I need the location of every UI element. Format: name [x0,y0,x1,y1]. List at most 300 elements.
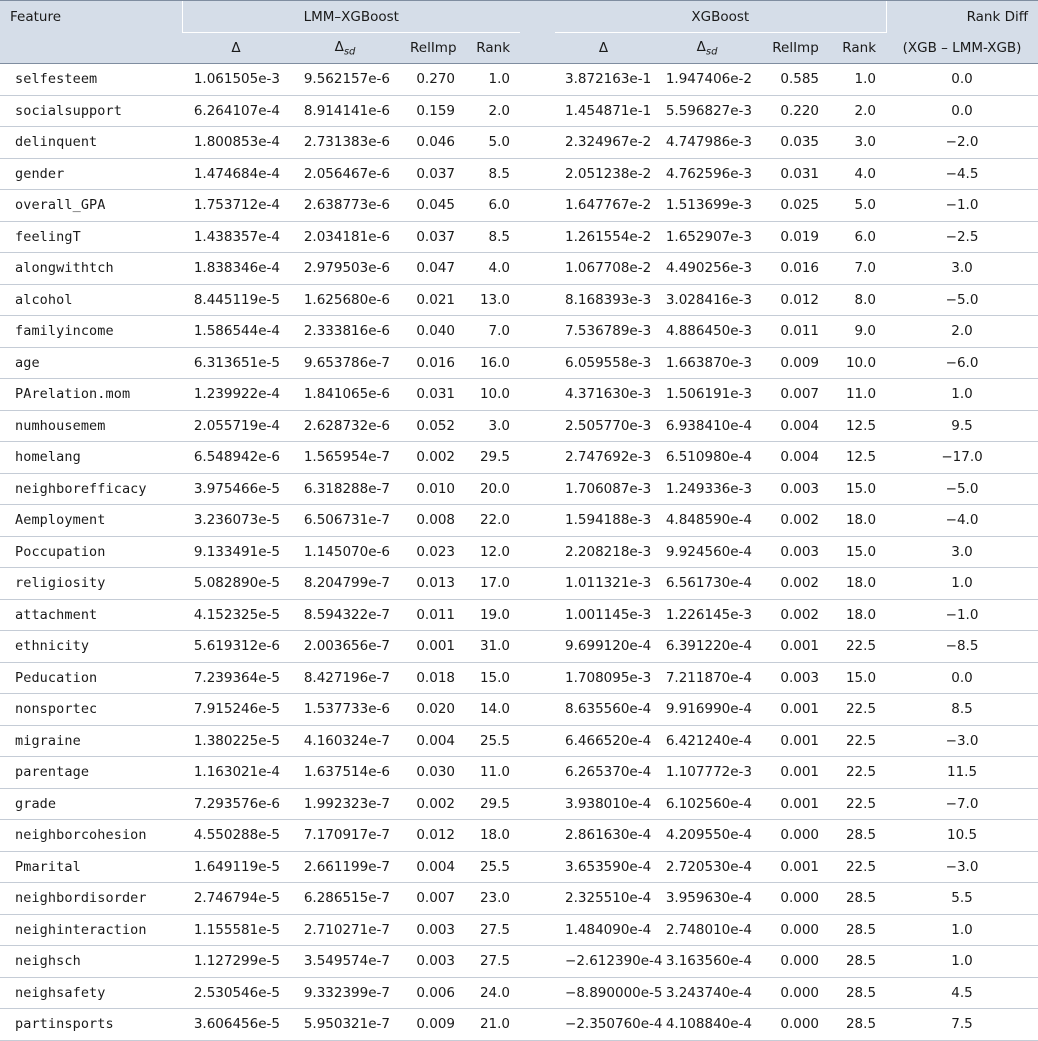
spacer-cell [520,694,555,726]
lmm-delta-sd-cell: 1.145070e-6 [290,536,400,568]
lmm-rank-cell: 29.5 [465,442,520,474]
feature-cell: feelingT [0,221,182,253]
xgb-delta-sd-cell: 6.102560e-4 [652,788,762,820]
lmm-relimp-cell: 0.001 [400,631,465,663]
xgb-rank-cell: 1.0 [829,64,886,96]
lmm-delta-cell: 1.800853e-4 [182,127,290,159]
spacer-cell [520,977,555,1009]
xgb-rank-cell: 22.5 [829,725,886,757]
xgb-delta-sd-cell: 4.762596e-3 [652,158,762,190]
xgb-delta-cell: 3.938010e-4 [555,788,652,820]
xgb-delta-cell: 2.324967e-2 [555,127,652,159]
rank-diff-cell: −3.0 [886,851,1038,883]
xgb-relimp-cell: 0.011 [762,316,829,348]
xgb-rank-cell: 4.0 [829,158,886,190]
feature-cell: neighbordisorder [0,883,182,915]
spacer-cell [520,442,555,474]
xgb-rank-cell: 10.0 [829,347,886,379]
lmm-delta-sd-cell: 8.204799e-7 [290,568,400,600]
lmm-relimp-cell: 0.004 [400,851,465,883]
feature-cell: alcohol [0,284,182,316]
feature-cell: neighsch [0,946,182,978]
xgb-rank-cell: 18.0 [829,505,886,537]
xgb-relimp-cell: 0.220 [762,95,829,127]
xgb-delta-sd-cell: 4.209550e-4 [652,820,762,852]
rank-diff-cell: −4.0 [886,505,1038,537]
lmm-rank-cell: 22.0 [465,505,520,537]
lmm-relimp-cell: 0.002 [400,442,465,474]
feature-cell: overall_GPA [0,190,182,222]
lmm-rank-cell: 7.0 [465,316,520,348]
lmm-delta-cell: 7.239364e-5 [182,662,290,694]
lmm-relimp-cell: 0.012 [400,820,465,852]
spacer-cell [520,631,555,663]
spacer-cell [520,788,555,820]
xgb-rank-cell: 6.0 [829,221,886,253]
feature-cell: neighsafety [0,977,182,1009]
feature-cell: PArelation.mom [0,379,182,411]
xgb-delta-sd-cell: 6.391220e-4 [652,631,762,663]
xgb-delta-sd-cell: 6.421240e-4 [652,725,762,757]
lmm-delta-cell: 1.438357e-4 [182,221,290,253]
xgb-relimp-cell: 0.035 [762,127,829,159]
rank-diff-cell: 1.0 [886,568,1038,600]
xgb-delta-cell: 2.208218e-3 [555,536,652,568]
lmm-rank-cell: 29.5 [465,788,520,820]
xgb-rank-cell: 28.5 [829,820,886,852]
xgb-delta-cell: 6.059558e-3 [555,347,652,379]
feature-cell: grade [0,788,182,820]
spacer-cell [520,190,555,222]
feature-cell: partinsports [0,1009,182,1041]
lmm-delta-sd-cell: 2.003656e-7 [290,631,400,663]
xgb-relimp-cell: 0.012 [762,284,829,316]
xgb-delta-cell: 2.747692e-3 [555,442,652,474]
lmm-rank-cell: 15.0 [465,662,520,694]
lmm-relimp-cell: 0.018 [400,662,465,694]
spacer-cell [520,158,555,190]
xgb-delta-cell: 2.861630e-4 [555,820,652,852]
spacer-cell [520,505,555,537]
table-row [0,64,1038,96]
lmm-relimp-cell: 0.002 [400,788,465,820]
rank-diff-cell: 4.5 [886,977,1038,1009]
lmm-delta-sd-cell: 8.427196e-7 [290,662,400,694]
lmm-relimp-cell: 0.270 [400,64,465,96]
xgb-delta-sd-cell: 7.211870e-4 [652,662,762,694]
table-header [0,1,1038,64]
xgb-delta-cell: 1.261554e-2 [555,221,652,253]
rank-diff-cell: 0.0 [886,95,1038,127]
xgb-relimp-cell: 0.003 [762,662,829,694]
lmm-delta-sd-cell: 1.992323e-7 [290,788,400,820]
rank-diff-cell: 0.0 [886,662,1038,694]
feature-cell: religiosity [0,568,182,600]
lmm-delta-cell: 6.548942e-6 [182,442,290,474]
spacer-cell [520,725,555,757]
xgb-relimp-cell: 0.001 [762,725,829,757]
xgb-relimp-cell: 0.000 [762,820,829,852]
lmm-relimp-cell: 0.046 [400,127,465,159]
lmm-delta-cell: 7.293576e-6 [182,788,290,820]
table-row [0,631,1038,663]
xgb-rank-cell: 7.0 [829,253,886,285]
rank-diff-cell: −7.0 [886,788,1038,820]
lmm-rank-cell: 31.0 [465,631,520,663]
xgb-rank-cell: 28.5 [829,946,886,978]
lmm-relimp-cell: 0.052 [400,410,465,442]
lmm-delta-cell: 1.586544e-4 [182,316,290,348]
header-lmm-relimp: RelImp [400,33,465,64]
lmm-delta-sd-cell: 9.562157e-6 [290,64,400,96]
lmm-relimp-cell: 0.021 [400,284,465,316]
lmm-rank-cell: 27.5 [465,914,520,946]
xgb-delta-sd-cell: 1.226145e-3 [652,599,762,631]
lmm-delta-sd-cell: 8.914141e-6 [290,95,400,127]
lmm-relimp-cell: 0.006 [400,977,465,1009]
table-row [0,977,1038,1009]
xgb-relimp-cell: 0.009 [762,347,829,379]
xgb-delta-sd-cell: 6.938410e-4 [652,410,762,442]
rank-diff-cell: 11.5 [886,757,1038,789]
xgb-delta-sd-cell: 4.886450e-3 [652,316,762,348]
header-lmm-delta: Δ [182,33,290,64]
table-row [0,883,1038,915]
lmm-relimp-cell: 0.159 [400,95,465,127]
lmm-delta-cell: 6.313651e-5 [182,347,290,379]
table-row [0,410,1038,442]
xgb-delta-cell: 1.647767e-2 [555,190,652,222]
lmm-rank-cell: 16.0 [465,347,520,379]
lmm-delta-sd-cell: 1.625680e-6 [290,284,400,316]
xgb-delta-sd-cell: 1.652907e-3 [652,221,762,253]
spacer-cell [520,221,555,253]
xgb-delta-sd-cell: 6.510980e-4 [652,442,762,474]
table-row [0,662,1038,694]
rank-diff-cell: −5.0 [886,284,1038,316]
xgb-delta-cell: 3.653590e-4 [555,851,652,883]
xgb-delta-sd-cell: 1.513699e-3 [652,190,762,222]
lmm-delta-sd-cell: 9.653786e-7 [290,347,400,379]
xgb-delta-cell: 1.001145e-3 [555,599,652,631]
xgb-delta-cell: 6.466520e-4 [555,725,652,757]
lmm-rank-cell: 8.5 [465,158,520,190]
xgb-relimp-cell: 0.004 [762,442,829,474]
table-row [0,757,1038,789]
xgb-delta-sd-cell: 1.249336e-3 [652,473,762,505]
lmm-delta-cell: 1.127299e-5 [182,946,290,978]
xgb-delta-cell: 8.168393e-3 [555,284,652,316]
feature-cell: neighborcohesion [0,820,182,852]
table-row [0,505,1038,537]
xgb-relimp-cell: 0.585 [762,64,829,96]
lmm-delta-sd-cell: 3.549574e-7 [290,946,400,978]
lmm-delta-cell: 1.649119e-5 [182,851,290,883]
header-xgb-rank: Rank [829,33,886,64]
rank-diff-cell: −2.0 [886,127,1038,159]
feature-cell: ethnicity [0,631,182,663]
xgb-rank-cell: 22.5 [829,631,886,663]
lmm-delta-sd-cell: 5.950321e-7 [290,1009,400,1041]
lmm-relimp-cell: 0.037 [400,158,465,190]
header-xgb-relimp: RelImp [762,33,829,64]
lmm-rank-cell: 18.0 [465,820,520,852]
lmm-delta-sd-cell: 1.841065e-6 [290,379,400,411]
feature-cell: alongwithtch [0,253,182,285]
feature-cell: nonsportec [0,694,182,726]
lmm-rank-cell: 5.0 [465,127,520,159]
lmm-delta-sd-cell: 9.332399e-7 [290,977,400,1009]
lmm-delta-sd-cell: 2.056467e-6 [290,158,400,190]
table-row [0,221,1038,253]
spacer-cell [520,599,555,631]
header-xgb-delta: Δ [555,33,652,64]
xgb-delta-cell: −2.612390e-4 [555,946,652,978]
xgb-relimp-cell: 0.003 [762,473,829,505]
xgb-delta-sd-cell: 3.243740e-4 [652,977,762,1009]
lmm-rank-cell: 8.5 [465,221,520,253]
table-row [0,536,1038,568]
feature-cell: attachment [0,599,182,631]
lmm-rank-cell: 23.0 [465,883,520,915]
xgb-delta-cell: 6.265370e-4 [555,757,652,789]
spacer-cell [520,127,555,159]
xgb-delta-cell: 1.484090e-4 [555,914,652,946]
rank-diff-cell: −4.5 [886,158,1038,190]
table-row [0,788,1038,820]
xgb-delta-sd-cell: 3.959630e-4 [652,883,762,915]
lmm-delta-sd-cell: 7.170917e-7 [290,820,400,852]
lmm-delta-sd-cell: 2.979503e-6 [290,253,400,285]
lmm-delta-sd-cell: 8.594322e-7 [290,599,400,631]
xgb-relimp-cell: 0.000 [762,946,829,978]
xgb-rank-cell: 18.0 [829,599,886,631]
lmm-delta-cell: 8.445119e-5 [182,284,290,316]
lmm-relimp-cell: 0.016 [400,347,465,379]
table-row [0,442,1038,474]
lmm-rank-cell: 20.0 [465,473,520,505]
spacer-cell [520,757,555,789]
feature-cell: homelang [0,442,182,474]
xgb-delta-sd-cell: 1.107772e-3 [652,757,762,789]
lmm-delta-sd-cell: 6.318288e-7 [290,473,400,505]
spacer-cell [520,1009,555,1041]
xgb-delta-sd-cell: 1.663870e-3 [652,347,762,379]
spacer-cell [520,820,555,852]
table-row [0,127,1038,159]
xgb-delta-sd-cell: 4.490256e-3 [652,253,762,285]
xgb-rank-cell: 3.0 [829,127,886,159]
header-rank-diff-formula: (XGB – LMM-XGB) [886,33,1038,64]
rank-diff-cell: −2.5 [886,221,1038,253]
lmm-relimp-cell: 0.003 [400,914,465,946]
lmm-delta-cell: 2.530546e-5 [182,977,290,1009]
xgb-delta-cell: 1.067708e-2 [555,253,652,285]
spacer-cell [520,64,555,96]
xgb-relimp-cell: 0.001 [762,694,829,726]
lmm-relimp-cell: 0.047 [400,253,465,285]
spacer-cell [520,568,555,600]
lmm-rank-cell: 17.0 [465,568,520,600]
spacer-cell [520,284,555,316]
rank-diff-cell: −6.0 [886,347,1038,379]
table-row [0,316,1038,348]
xgb-rank-cell: 12.5 [829,410,886,442]
xgb-relimp-cell: 0.001 [762,631,829,663]
table-row [0,95,1038,127]
table-row [0,725,1038,757]
xgb-delta-cell: 2.325510e-4 [555,883,652,915]
spacer-cell [520,914,555,946]
lmm-relimp-cell: 0.040 [400,316,465,348]
xgb-rank-cell: 28.5 [829,914,886,946]
lmm-relimp-cell: 0.031 [400,379,465,411]
lmm-delta-sd-cell: 6.506731e-7 [290,505,400,537]
table-row [0,694,1038,726]
xgb-relimp-cell: 0.002 [762,505,829,537]
feature-cell: numhousemem [0,410,182,442]
xgb-delta-sd-cell: 4.747986e-3 [652,127,762,159]
xgb-relimp-cell: 0.002 [762,599,829,631]
feature-cell: neighinteraction [0,914,182,946]
rank-diff-cell: 7.5 [886,1009,1038,1041]
lmm-delta-cell: 9.133491e-5 [182,536,290,568]
table-row [0,851,1038,883]
table-row [0,284,1038,316]
lmm-delta-cell: 1.474684e-4 [182,158,290,190]
lmm-delta-cell: 5.619312e-6 [182,631,290,663]
xgb-rank-cell: 9.0 [829,316,886,348]
feature-cell: Aemployment [0,505,182,537]
xgb-delta-sd-cell: 2.720530e-4 [652,851,762,883]
feature-cell: Peducation [0,662,182,694]
lmm-delta-cell: 4.152325e-5 [182,599,290,631]
xgb-rank-cell: 2.0 [829,95,886,127]
rank-diff-cell: −1.0 [886,599,1038,631]
xgb-relimp-cell: 0.000 [762,883,829,915]
xgb-relimp-cell: 0.031 [762,158,829,190]
xgb-rank-cell: 28.5 [829,1009,886,1041]
lmm-relimp-cell: 0.010 [400,473,465,505]
table-row [0,379,1038,411]
xgb-delta-sd-cell: 1.506191e-3 [652,379,762,411]
lmm-delta-cell: 1.380225e-5 [182,725,290,757]
table-body [0,64,1038,1041]
spacer-cell [520,536,555,568]
lmm-rank-cell: 2.0 [465,95,520,127]
spacer-cell [520,253,555,285]
xgb-relimp-cell: 0.016 [762,253,829,285]
lmm-rank-cell: 13.0 [465,284,520,316]
table-row [0,914,1038,946]
lmm-delta-sd-cell: 1.537733e-6 [290,694,400,726]
xgb-relimp-cell: 0.001 [762,851,829,883]
lmm-rank-cell: 4.0 [465,253,520,285]
spacer-cell [520,883,555,915]
lmm-relimp-cell: 0.009 [400,1009,465,1041]
xgb-delta-cell: 1.594188e-3 [555,505,652,537]
xgb-relimp-cell: 0.000 [762,977,829,1009]
xgb-rank-cell: 11.0 [829,379,886,411]
feature-cell: migraine [0,725,182,757]
lmm-delta-cell: 7.915246e-5 [182,694,290,726]
lmm-rank-cell: 27.5 [465,946,520,978]
lmm-relimp-cell: 0.020 [400,694,465,726]
lmm-delta-sd-cell: 2.731383e-6 [290,127,400,159]
spacer-cell [520,95,555,127]
lmm-delta-cell: 3.975466e-5 [182,473,290,505]
xgb-rank-cell: 15.0 [829,536,886,568]
lmm-delta-sd-cell: 2.333816e-6 [290,316,400,348]
lmm-rank-cell: 24.0 [465,977,520,1009]
rank-diff-cell: 0.0 [886,64,1038,96]
rank-diff-cell: 9.5 [886,410,1038,442]
xgb-rank-cell: 12.5 [829,442,886,474]
lmm-delta-sd-cell: 2.661199e-7 [290,851,400,883]
xgb-relimp-cell: 0.004 [762,410,829,442]
xgb-rank-cell: 18.0 [829,568,886,600]
lmm-rank-cell: 11.0 [465,757,520,789]
spacer-cell [520,473,555,505]
rank-diff-cell: 10.5 [886,820,1038,852]
xgb-relimp-cell: 0.025 [762,190,829,222]
xgb-delta-cell: 8.635560e-4 [555,694,652,726]
lmm-delta-cell: 1.163021e-4 [182,757,290,789]
header-rank-diff: Rank Diff [886,1,1038,33]
xgb-rank-cell: 5.0 [829,190,886,222]
spacer-cell [520,379,555,411]
xgb-delta-cell: −2.350760e-4 [555,1009,652,1041]
rank-diff-cell: 2.0 [886,316,1038,348]
xgb-delta-sd-cell: 4.108840e-4 [652,1009,762,1041]
table-row [0,568,1038,600]
table-row [0,820,1038,852]
lmm-delta-sd-cell: 2.034181e-6 [290,221,400,253]
xgb-delta-cell: 7.536789e-3 [555,316,652,348]
xgb-relimp-cell: 0.000 [762,914,829,946]
xgb-delta-cell: −8.890000e-5 [555,977,652,1009]
xgb-relimp-cell: 0.002 [762,568,829,600]
table-row [0,253,1038,285]
table-row [0,347,1038,379]
feature-cell: parentage [0,757,182,789]
xgb-delta-sd-cell: 3.163560e-4 [652,946,762,978]
lmm-rank-cell: 25.5 [465,851,520,883]
lmm-delta-cell: 4.550288e-5 [182,820,290,852]
lmm-rank-cell: 14.0 [465,694,520,726]
xgb-rank-cell: 22.5 [829,788,886,820]
xgb-rank-cell: 28.5 [829,977,886,1009]
xgb-delta-sd-cell: 3.028416e-3 [652,284,762,316]
rank-diff-cell: −3.0 [886,725,1038,757]
xgb-delta-cell: 2.505770e-3 [555,410,652,442]
header-lmm-rank: Rank [465,33,520,64]
rank-diff-cell: −8.5 [886,631,1038,663]
xgb-delta-cell: 1.706087e-3 [555,473,652,505]
lmm-relimp-cell: 0.037 [400,221,465,253]
xgb-delta-cell: 1.454871e-1 [555,95,652,127]
xgb-delta-sd-cell: 5.596827e-3 [652,95,762,127]
spacer-cell [520,851,555,883]
rank-diff-cell: 3.0 [886,536,1038,568]
lmm-delta-sd-cell: 2.638773e-6 [290,190,400,222]
xgb-relimp-cell: 0.001 [762,788,829,820]
rank-diff-cell: 1.0 [886,946,1038,978]
xgb-relimp-cell: 0.000 [762,1009,829,1041]
xgb-rank-cell: 22.5 [829,757,886,789]
lmm-delta-cell: 1.239922e-4 [182,379,290,411]
rank-diff-cell: −5.0 [886,473,1038,505]
